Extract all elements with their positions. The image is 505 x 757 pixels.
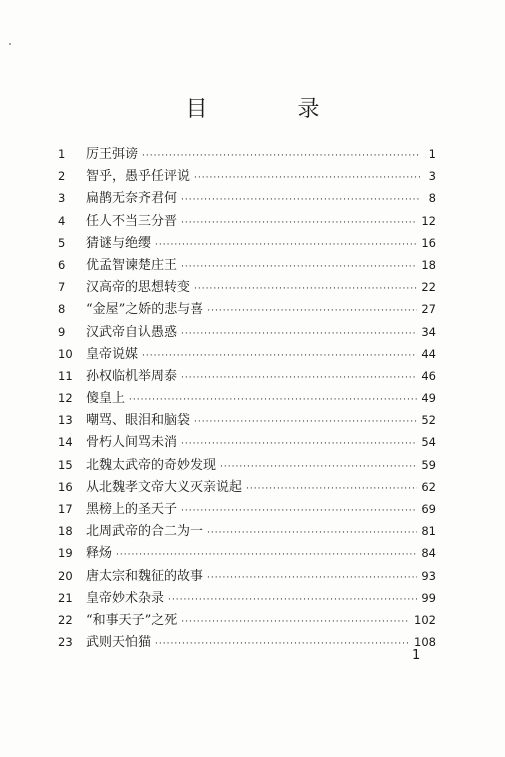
toc-entry-page: 49 [421,391,436,406]
toc-entry [58,232,436,254]
toc-entry-number: 13 [58,413,73,428]
toc-entry [58,609,436,631]
toc-entry-number: 6 [58,257,66,272]
toc-entry-title: 唐太宗和魏征的故事 [86,568,204,584]
toc-leader-dots [142,145,420,167]
toc-leader-dots [181,611,410,633]
toc-leader-dots [194,167,420,189]
toc-entry-page: 102 [414,612,436,627]
page-number: 1 [412,648,421,663]
page-title: 目 录 [185,97,354,122]
toc-leader-dots [181,212,417,234]
toc-entry-page: 99 [421,590,436,605]
toc-entry-number: 3 [58,191,66,206]
toc-entry-title: 智乎，愚乎任评说 [86,169,191,185]
toc-entry [58,210,436,232]
toc-entry-page: 1 [428,147,436,161]
toc-entry-title: 孙权临机举周泰 [86,368,178,384]
toc-entry-number: 23 [58,635,73,650]
toc-entry-number: 17 [58,502,73,516]
toc-entry-number: 11 [58,368,73,383]
toc-entry-title: 黑榜上的圣天子 [86,502,178,517]
toc-entry-page: 3 [428,169,436,184]
toc-entry-title: 汉武帝自认愚惑 [86,324,178,340]
toc-entry-page: 54 [421,435,436,450]
toc-entry-title: 优孟智谏楚庄王 [86,257,178,273]
toc-leader-dots [142,345,417,367]
toc-entry [58,631,436,653]
toc-entry [58,343,436,365]
toc-entry [58,187,436,209]
toc-leader-dots [155,234,417,256]
toc-entry [58,454,436,476]
toc-entry-number: 14 [58,435,73,450]
toc-entry-title: 嘲骂、眼泪和脑袋 [86,413,191,429]
toc-entry-number: 10 [58,346,73,361]
toc-entry-number: 19 [58,546,73,561]
toc-entry-page: 12 [421,213,436,228]
toc-entry-number: 1 [58,147,66,161]
toc-entry-title: 北周武帝的合二为一 [86,524,204,540]
toc-leader-dots [207,522,417,544]
toc-entry-page: 18 [421,257,436,272]
toc-entry-page: 69 [421,502,436,516]
toc-entry-title: 扁鹊无奈齐君何 [86,191,178,207]
toc-entry-number: 20 [58,568,73,583]
toc-leader-dots [194,278,417,300]
toc-entry-number: 9 [58,324,66,339]
toc-entry-title: 北魏太武帝的奇妙发现 [86,457,217,473]
toc-entry-title: “金屋”之娇的悲与喜 [86,302,204,318]
toc-entry-page: 8 [428,191,436,206]
toc-entry-title: 猜谜与绝缨 [86,235,152,251]
toc-entry-title: 武则天怕猫 [86,635,152,651]
toc-entry-title: 皇帝说媒 [86,346,139,362]
toc-leader-dots [116,544,417,566]
toc-leader-dots [129,389,417,411]
toc-leader-dots [181,256,417,278]
toc-entry-title: 从北魏孝文帝大义灭亲说起 [86,479,243,495]
toc-entry-number: 7 [58,280,66,295]
toc-entry [58,431,436,453]
toc-entry-title: 汉高帝的思想转变 [86,280,191,296]
toc-leader-dots [155,633,410,655]
toc-entry [58,565,436,587]
toc-entry [58,165,436,187]
toc-entry-page: 52 [421,413,436,428]
toc-leader-dots [181,367,417,389]
toc-entry-page: 81 [421,524,436,539]
toc-entry [58,542,436,564]
toc-entry-number: 16 [58,479,73,494]
toc-entry [58,476,436,498]
toc-entry-title: 任人不当三分晋 [86,213,178,229]
toc-entry-page: 62 [421,479,436,494]
toc-entry [58,387,436,409]
toc-entry-number: 22 [58,612,73,627]
scan-speck [9,43,11,45]
toc-entry-title: “和事天子”之死 [86,612,178,628]
toc-leader-dots [181,189,420,211]
toc-entry [58,587,436,609]
toc-entry [58,321,436,343]
toc-entry [58,254,436,276]
toc-entry-page: 108 [414,635,436,650]
toc-leader-dots [207,567,417,589]
toc-leader-dots [246,478,417,500]
toc-entry-number: 18 [58,524,73,539]
toc-entry-number: 21 [58,590,73,605]
toc-entry [58,276,436,298]
toc-leader-dots [181,500,417,522]
toc-entry-title: 释炀 [86,546,113,562]
toc-entry-page: 46 [421,368,436,383]
toc-entry [58,498,436,520]
toc-entry-number: 15 [58,457,73,472]
toc-entry-number: 12 [58,391,73,406]
toc-entry-page: 44 [421,346,436,361]
toc-entry-title: 皇帝妙术杂录 [86,590,165,606]
toc-leader-dots [168,589,417,611]
toc-entry-title: 厉王弭谤 [86,147,139,162]
toc-entry-page: 59 [421,457,436,472]
toc-leader-dots [220,456,417,478]
toc-entry-page: 93 [421,568,436,583]
toc-leader-dots [194,411,417,433]
toc-leader-dots [181,433,417,455]
toc-entry-number: 8 [58,302,66,317]
toc-entry [58,409,436,431]
toc-leader-dots [181,323,417,345]
toc-entry-page: 22 [421,280,436,295]
toc-entry-number: 5 [58,235,66,250]
toc-entry [58,143,436,165]
toc-entry-number: 4 [58,213,66,228]
toc-entry-title: 傻皇上 [86,391,126,407]
toc-entry [58,520,436,542]
toc-entry-page: 16 [421,235,436,250]
toc-entry-page: 34 [421,324,436,339]
toc-leader-dots [207,300,417,322]
toc-entry [58,298,436,320]
toc-entry-page: 84 [421,546,436,561]
toc-entry-page: 27 [421,302,436,317]
toc-entry-number: 2 [58,169,66,184]
toc-entry [58,365,436,387]
table-of-contents [58,143,436,653]
toc-entry-title: 骨朽人间骂未消 [86,435,178,451]
